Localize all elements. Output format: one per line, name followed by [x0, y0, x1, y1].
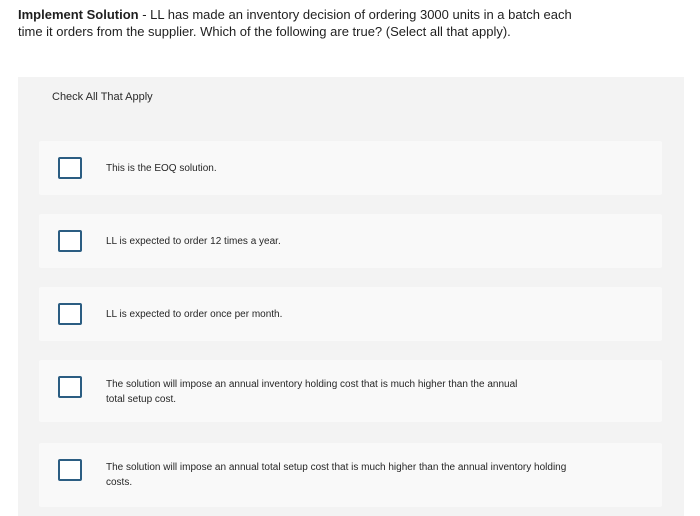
option-label: LL is expected to order once per month. — [106, 309, 283, 320]
option-order-once-per-month[interactable] — [39, 287, 662, 341]
option-label: The solution will impose an annual inventory holding cost that is much higher than the annual total setup cost. — [106, 379, 518, 405]
option-setup-cost-higher[interactable] — [39, 443, 662, 507]
question-body: - LL has made an inventory decision of ordering 3000 units in a batch each time it orders from the supplier. Which of the following are true? (Select all that apply). — [18, 7, 572, 39]
option-label: The solution will impose an annual total setup cost that is much higher than the annual inventory holding costs. — [106, 462, 567, 488]
checkbox[interactable] — [58, 230, 82, 252]
option-label: This is the EOQ solution. — [106, 163, 217, 174]
question-title: Implement Solution — [18, 7, 139, 22]
answer-panel — [18, 77, 684, 516]
option-holding-cost-higher[interactable] — [39, 360, 662, 422]
option-eoq-solution[interactable] — [39, 141, 662, 195]
option-label: LL is expected to order 12 times a year. — [106, 236, 281, 247]
panel-header: Check All That Apply — [52, 91, 153, 103]
checkbox[interactable] — [58, 459, 82, 481]
checkbox[interactable] — [58, 376, 82, 398]
checkbox[interactable] — [58, 157, 82, 179]
checkbox[interactable] — [58, 303, 82, 325]
question-text — [18, 6, 578, 40]
option-order-12-times[interactable] — [39, 214, 662, 268]
